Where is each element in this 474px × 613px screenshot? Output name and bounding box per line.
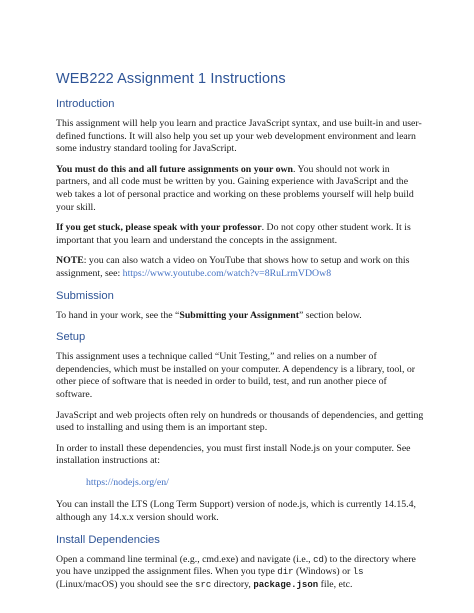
install-paragraph — [56, 554, 424, 592]
intro-paragraph-1: This assignment will help you learn and practice JavaScript syntax, and use built-in and user-defined functions. It will also help you set up your web development environment and learn some industry standard tooling for JavaScript. — [56, 118, 422, 155]
setup-paragraph-4: You can install the LTS (Long Term Support) version of node.js, which is currently 14.15.4, although any 14.x.x version should work. — [56, 499, 416, 524]
setup-paragraph-2: JavaScript and web projects often rely on hundreds or thousands of dependencies, and getting used to installing and using them is an important step. — [56, 409, 424, 434]
setup-paragraph-1: This assignment uses a technique called “Unit Testing,” and relies on a number of dependencies, which must be installed on your computer. A dependency is a library, tool, or other piece of software that is needed in order to build, test, and run another piece of software. — [56, 351, 416, 400]
code-dir: dir — [277, 567, 294, 578]
install-text-6: file, etc. — [318, 578, 353, 590]
code-ls: ls — [352, 567, 364, 578]
intro-p3-rest: . Do not copy other student work. It is important that you learn and understand the concepts in the assignment. — [56, 222, 411, 246]
code-src: src — [195, 579, 212, 590]
install-text-1: Open a command line terminal (e.g., cmd.exe) and navigate (i.e., — [56, 553, 314, 565]
intro-paragraph-2 — [56, 164, 424, 214]
note-text: : you can also watch a video on YouTube that shows how to setup and work on this assignment, see: — [56, 255, 410, 279]
heading-install-dependencies: Install Dependencies — [56, 533, 160, 546]
intro-note — [56, 255, 424, 280]
install-text-4: (Linux/macOS) you should see the — [56, 578, 196, 590]
intro-p2-bold: You must do this and all future assignments on your own — [56, 163, 293, 175]
submission-text-after: ” section below. — [298, 309, 362, 321]
heading-setup: Setup — [56, 331, 86, 344]
nodejs-link[interactable]: https://nodejs.org/en/ — [86, 476, 169, 488]
note-label: NOTE — [56, 255, 84, 267]
install-text-2: ) to the directory where you have unzipped the assignment files. When you type — [56, 553, 416, 578]
intro-p2-rest: . You should not work in partners, and all code must be written by you. Gaining experience with JavaScript and the web takes a lot of personal practice and working on these problems yourself will help build your skill. — [56, 163, 414, 213]
nodejs-link-line — [86, 477, 424, 490]
install-text-5: directory, — [211, 578, 254, 590]
document-page — [56, 70, 424, 599]
intro-paragraph-3 — [56, 222, 424, 247]
youtube-link[interactable]: https://www.youtube.com/watch?v=8RuLrmVDOw8 — [122, 267, 332, 279]
submission-paragraph — [56, 310, 424, 323]
submission-text-before: To hand in your work, see the “ — [56, 309, 180, 321]
intro-p3-bold: If you get stuck, please speak with your professor — [56, 222, 262, 234]
setup-paragraph-3: In order to install these dependencies, you must first install Node.js on your computer. See installation instructions at: — [56, 442, 411, 467]
submission-bold: Submitting your Assignment — [179, 309, 299, 321]
install-text-3: (Windows) or — [293, 566, 353, 578]
heading-introduction: Introduction — [56, 98, 115, 110]
code-package-json: package.json — [253, 579, 319, 590]
heading-submission: Submission — [56, 289, 114, 302]
code-cd: cd — [313, 554, 324, 565]
document-title: WEB222 Assignment 1 Instructions — [56, 71, 286, 87]
